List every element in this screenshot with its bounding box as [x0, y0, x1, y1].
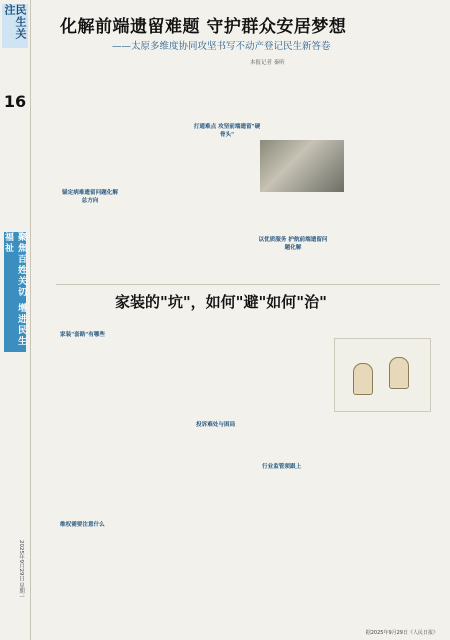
news-photo	[260, 140, 344, 192]
section-sidebar	[0, 0, 31, 640]
sub-head: 锚定病难遗留问题化解总方向	[62, 190, 118, 204]
story2-headline: 家装的"坑"，如何"避"如何"治"	[115, 293, 327, 311]
story2-label: 家装"套路"有哪些	[60, 332, 105, 338]
byline: 本报记者 秦昕	[250, 60, 285, 66]
theme-banner: 聚焦百姓关切 增进民生福祉	[4, 232, 26, 352]
sub-head: 以优质服务 护航前端遗留问题化解	[258, 237, 328, 251]
figure-icon	[353, 363, 373, 395]
edition-date: 2025年9月29日 星期一	[18, 540, 24, 600]
divider	[56, 284, 440, 285]
text-column	[192, 68, 252, 278]
story2-label: 行业监管须跟上	[262, 464, 302, 470]
story2-label: 维权需要注意什么	[60, 522, 105, 528]
text-column	[126, 68, 186, 278]
subheadline: ——太原多维度协同攻坚书写不动产登记民生新答卷	[112, 41, 331, 52]
page-number: 16	[3, 92, 27, 111]
figure-icon	[389, 357, 409, 389]
footer-source: 据2025年9月29日《人民日报》	[365, 630, 438, 636]
headline: 化解前端遗留难题 守护群众安居梦想	[60, 17, 347, 37]
illustration	[334, 338, 431, 412]
section-title: 民生关注	[2, 4, 28, 48]
sub-head: 打通难点 攻坚前端遗留"硬骨头"	[193, 124, 261, 138]
story2-label: 投诉难处与困局	[196, 422, 236, 428]
text-column	[60, 68, 120, 278]
